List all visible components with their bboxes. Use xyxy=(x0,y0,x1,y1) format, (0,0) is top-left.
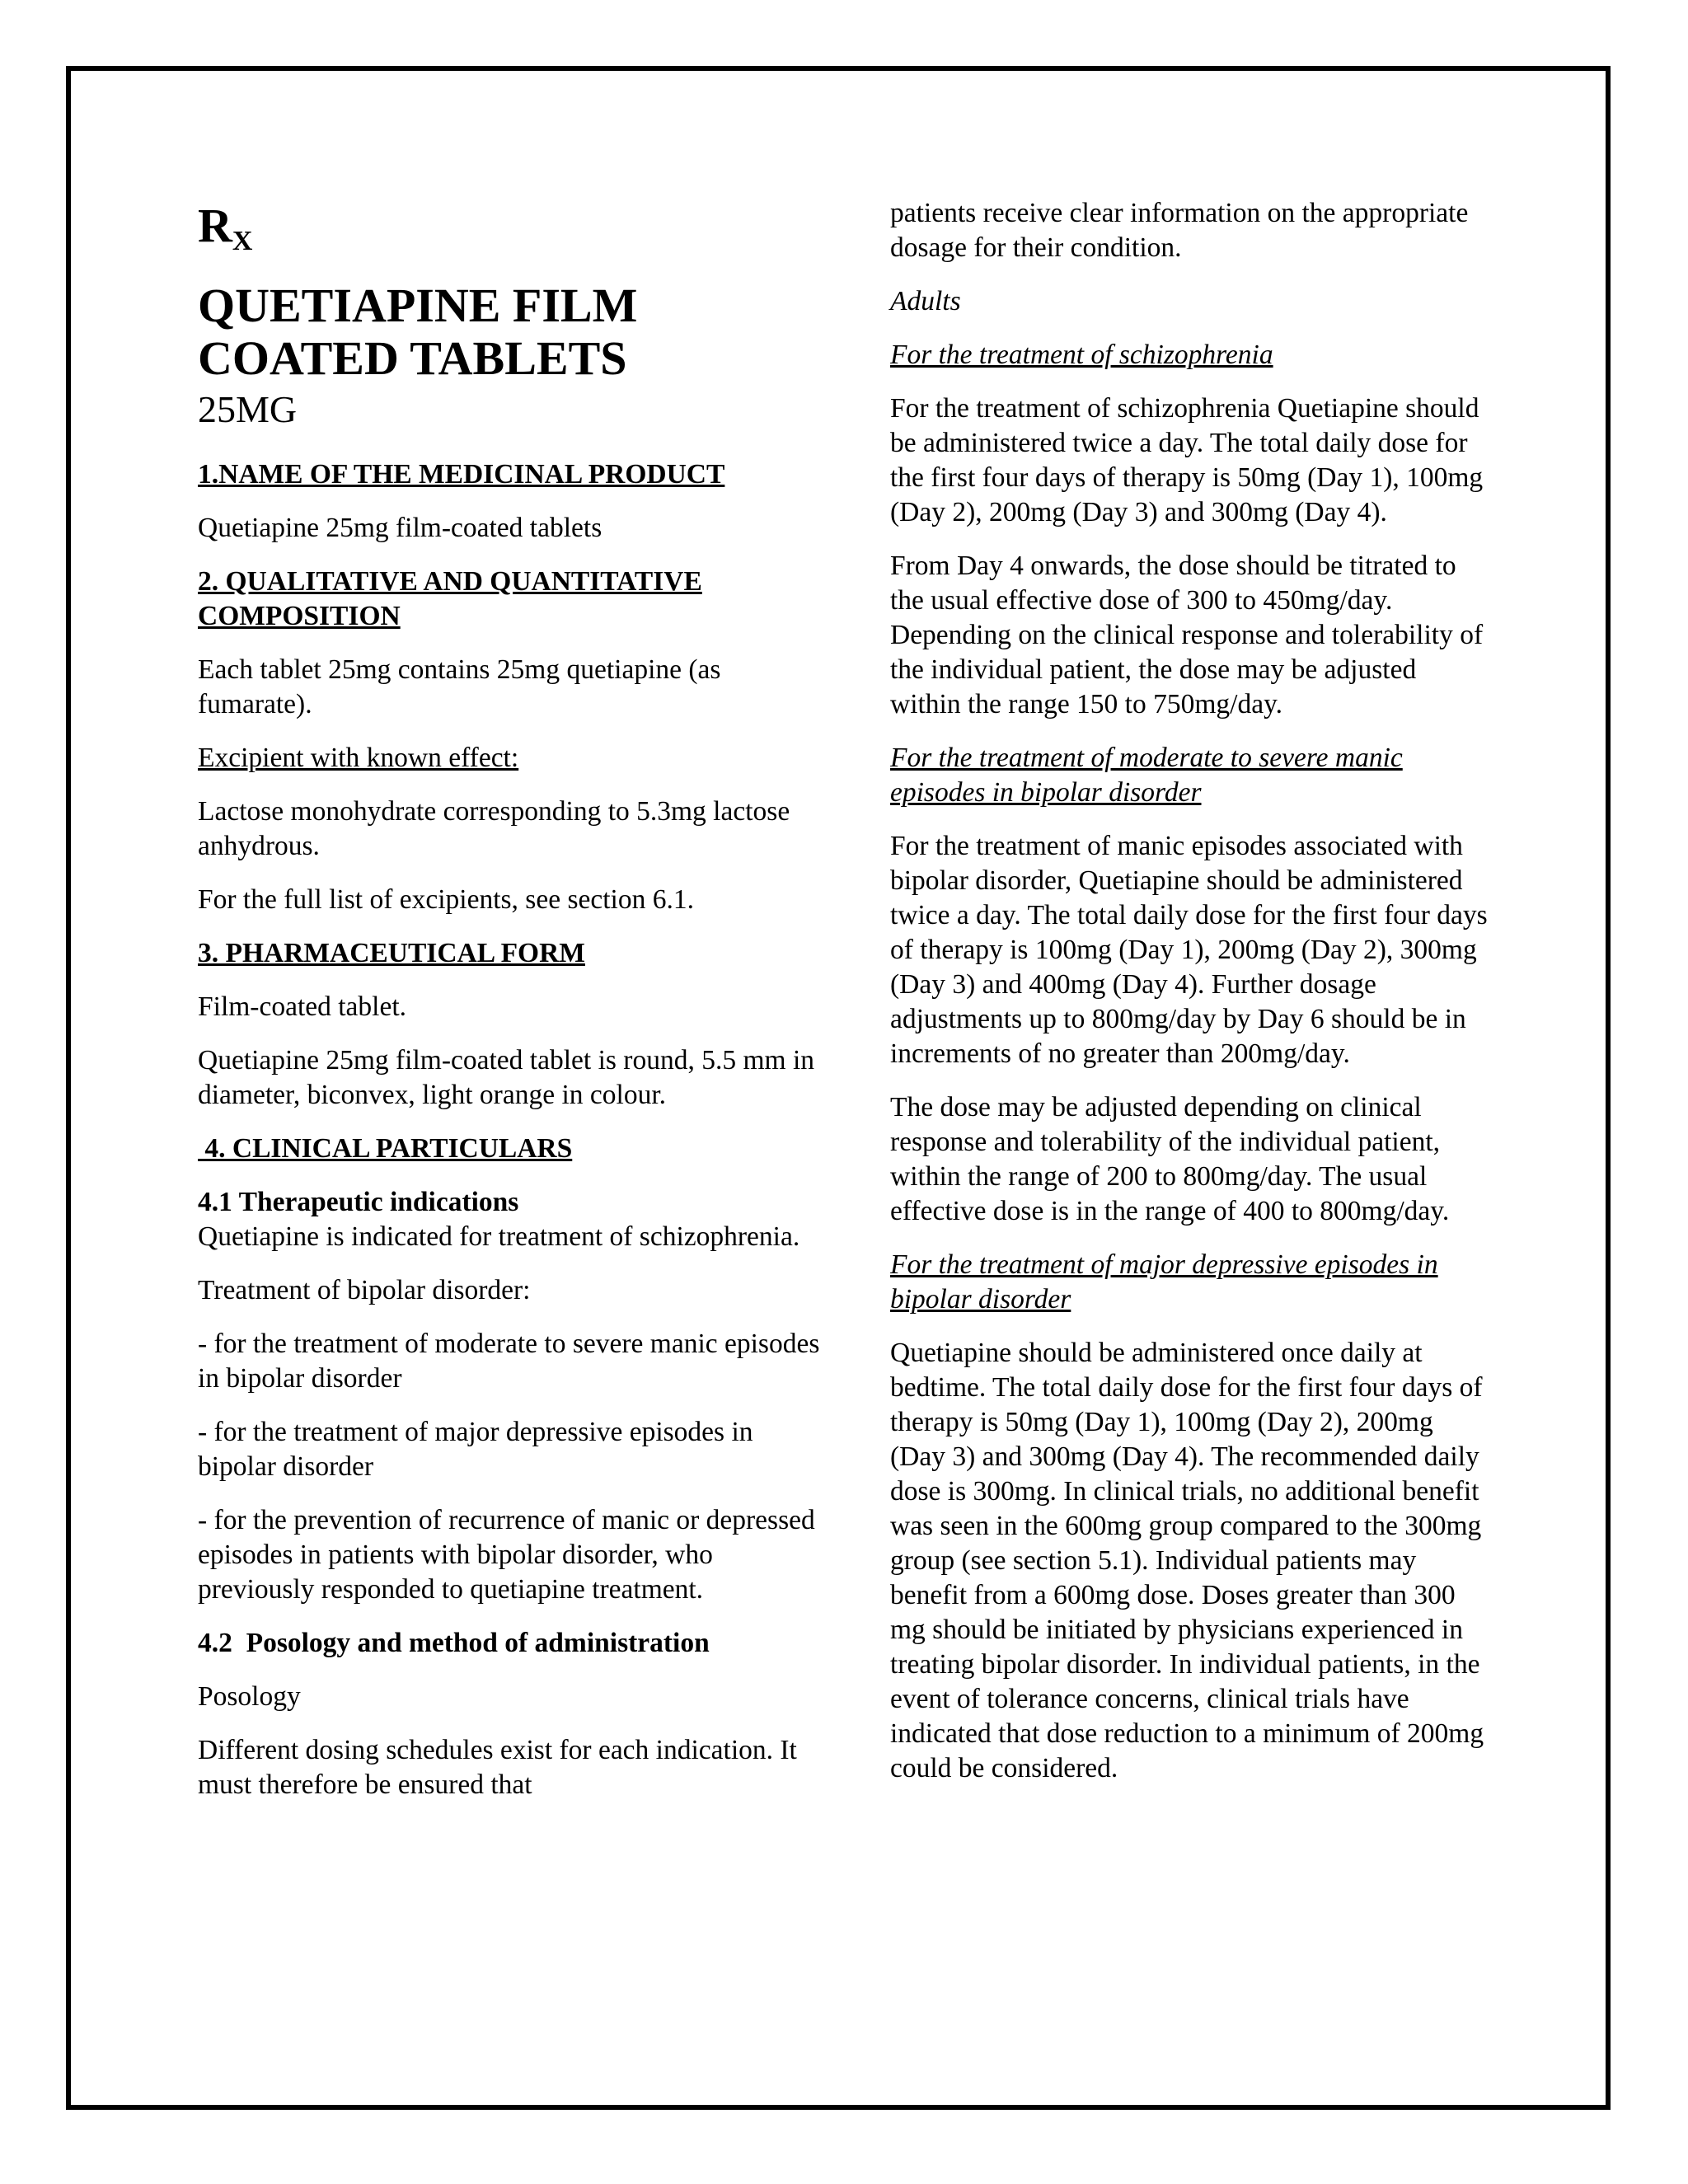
indication-item-2: - for the treatment of major depressive episodes in bipolar disorder xyxy=(198,1417,753,1482)
manic-episodes-text-1: For the treatment of manic episodes associated with bipolar disorder, Quetiapine should be administered twice a day. The total daily dose for the first four days of therapy is 100mg (Day 1), 200mg (Day 2), 300mg (Day 3) and 400mg (Day 4). Further dosage adjustments up to 800mg/day by Day 6 should be in increments of no greater than 200mg/day. xyxy=(890,831,1488,1069)
excipient-label: Excipient with known effect: xyxy=(198,743,519,773)
section-2-heading: 2. QUALITATIVE AND QUANTITATIVE COMPOSITION xyxy=(198,566,702,631)
rx-symbol xyxy=(198,201,824,266)
product-title-line1: QUETIAPINE FILM xyxy=(198,279,638,332)
rx-letter: R xyxy=(198,199,232,252)
product-title-line2: COATED TABLETS xyxy=(198,331,627,385)
rx-subscript: X xyxy=(232,226,253,256)
section-3-text1: Film-coated tablet. xyxy=(198,991,407,1022)
schizophrenia-heading: For the treatment of schizophrenia xyxy=(890,340,1273,370)
section-4-2-heading: 4.2 Posology and method of administration xyxy=(198,1628,710,1658)
schizophrenia-text-2: From Day 4 onwards, the dose should be titrated to the usual effective dose of 300 to 450mg/day. Depending on the clinical response and tolerability of the individual patient, the dose may be adjusted within the range 150 to 750mg/day. xyxy=(890,551,1484,719)
adults-label: Adults xyxy=(890,286,961,316)
section-1-text: Quetiapine 25mg film-coated tablets xyxy=(198,513,603,543)
product-strength: 25MG xyxy=(198,388,298,430)
section-3-text2: Quetiapine 25mg film-coated tablet is round, 5.5 mm in diameter, biconvex, light orange in colour. xyxy=(198,1045,815,1110)
posology-label: Posology xyxy=(198,1681,301,1712)
posology-text: Different dosing schedules exist for each indication. It must therefore be ensured that xyxy=(198,1735,797,1800)
section-3-heading: 3. PHARMACEUTICAL FORM xyxy=(198,938,585,968)
left-column xyxy=(198,193,824,1821)
section-2-text: Each tablet 25mg contains 25mg quetiapine (as fumarate). xyxy=(198,654,721,719)
posology-continued-text: patients receive clear information on the appropriate dosage for their condition. xyxy=(890,198,1469,263)
manic-episodes-heading: For the treatment of moderate to severe manic episodes in bipolar disorder xyxy=(890,743,1403,808)
depressive-episodes-text: Quetiapine should be administered once daily at bedtime. The total daily dose for the first four days of therapy is 50mg (Day 1), 100mg (Day 2), 200mg (Day 3) and 300mg (Day 4). The recommended daily dose is 300mg. In clinical trials, no additional benefit was seen in the 600mg group compared to the 300mg group (see section 5.1). Individual patients may benefit from a 600mg dose. Doses greater than 300 mg should be initiated by physicians experienced in treating bipolar disorder. In individual patients, in the event of tolerance concerns, clinical trials have indicated that dose reduction to a minimum of 200mg could be considered. xyxy=(890,1338,1484,1783)
section-4-1-text: Quetiapine is indicated for treatment of schizophrenia. xyxy=(198,1221,800,1252)
schizophrenia-text-1: For the treatment of schizophrenia Quetiapine should be administered twice a day. The total daily dose for the first four days of therapy is 50mg (Day 1), 100mg (Day 2), 200mg (Day 3) and 300mg (Day 4). xyxy=(890,393,1484,527)
excipient-full-list: For the full list of excipients, see section 6.1. xyxy=(198,884,694,915)
section-4-heading: 4. CLINICAL PARTICULARS xyxy=(198,1133,573,1164)
section-1-heading: 1.NAME OF THE MEDICINAL PRODUCT xyxy=(198,459,725,490)
indication-item-3: - for the prevention of recurrence of manic or depressed episodes in patients with bipolar disorder, who previously responded to quetiapine treatment. xyxy=(198,1505,815,1605)
manic-episodes-text-2: The dose may be adjusted depending on clinical response and tolerability of the individual patient, within the range of 200 to 800mg/day. The usual effective dose is in the range of 400 to 800mg/day. xyxy=(890,1092,1450,1226)
excipient-text: Lactose monohydrate corresponding to 5.3mg lactose anhydrous. xyxy=(198,796,790,861)
right-column xyxy=(890,196,1492,1805)
section-4-1-heading: 4.1 Therapeutic indications xyxy=(198,1187,519,1217)
indication-item-1: - for the treatment of moderate to severe manic episodes in bipolar disorder xyxy=(198,1329,820,1394)
depressive-episodes-heading: For the treatment of major depressive episodes in bipolar disorder xyxy=(890,1249,1438,1315)
bipolar-treatment-label: Treatment of bipolar disorder: xyxy=(198,1275,531,1305)
